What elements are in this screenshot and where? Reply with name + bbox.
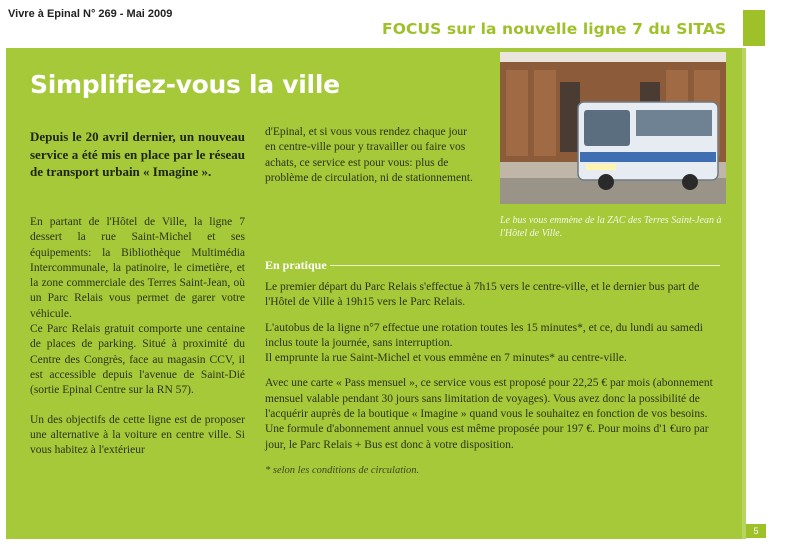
article-title: Simplifiez-vous la ville [30,70,340,99]
paragraph: En partant de l'Hôtel de Ville, la ligne 7 dessert la rue Saint-Michel et ses équipements: la Bibliothèque Multimédia Intercommunale, la patinoire, le cimetière, et la zone commerciale des Terres Saint-Jean, où un Parc Relais vous permet de garer votre véhicule. [30,216,245,320]
paragraph: Ce Parc Relais gratuit comporte une centaine de places de parking. Situé à proximité du Centre des Congrès, face au magasin CCV, il est accessible depuis l'avenue de Saint-Dié (sortie Epinal Centre sur la RN 57). [30,323,245,397]
issue-header: Vivre à Epinal N° 269 - Mai 2009 [8,8,173,20]
paragraph [265,321,725,367]
practical-info [265,280,725,488]
bus-photo [500,52,726,204]
paragraph [265,376,725,452]
paragraph: d'Epinal, et si vous vous rendez chaque jour en centre-ville pour y travailler ou faire vos achats, ce service est pour vous: plus de problème de circulation, ni de stationnement. [265,126,473,184]
paragraph-line: L'autobus de la ligne n°7 effectue une rotation toutes les 15 minutes*, et ce, du lundi au samedi inclus toute la journée, sans interruption. [265,321,703,349]
page-number: 5 [746,524,766,538]
paragraph-line: Une formule d'abonnement annuel vous est même proposée pour 197 €. Pour moins d'1 €uro par jour, le Parc Relais + Bus est donc à votre disposition. [265,423,709,451]
photo-caption: Le bus vous emmène de la ZAC des Terres Saint-Jean à l'Hôtel de Ville. [500,215,722,239]
section-title: En pratique [265,258,327,272]
header-tab [743,10,765,46]
article-lead: Depuis le 20 avril dernier, un nouveau service a été mis en place par le réseau de transport urbain « Imagine ». [30,129,245,179]
paragraph: Le premier départ du Parc Relais s'effectue à 7h15 vers le centre-ville, et le dernier bus part de l'Hôtel de Ville à 19h15 vers le Parc Relais. [265,281,700,309]
paragraph-line: Avec une carte « Pass mensuel », ce service vous est proposé pour 22,25 € par mois (abonnement mensuel valable pendant 30 jours sans limitation de voyages). Vous avez donc la possibilité de l'acquérir auprès de la boutique « Imagine » quand vous le souhaitez en fonction de vos besoins. [265,377,713,421]
footnote: * selon les conditions de circulation. [265,464,420,476]
paragraph: Un des objectifs de cette ligne est de proposer une alternative à la voiture en centre ville. Si vous habitez à l'extérieur [30,413,245,457]
panel-edge [742,48,746,539]
focus-header: FOCUS sur la nouvelle ligne 7 du SITAS [382,20,727,38]
column-one [30,215,245,458]
column-two [265,125,480,186]
section-divider [330,265,720,266]
paragraph-line: Il emprunte la rue Saint-Michel et vous emmène en 7 minutes* au centre-ville. [265,352,627,365]
